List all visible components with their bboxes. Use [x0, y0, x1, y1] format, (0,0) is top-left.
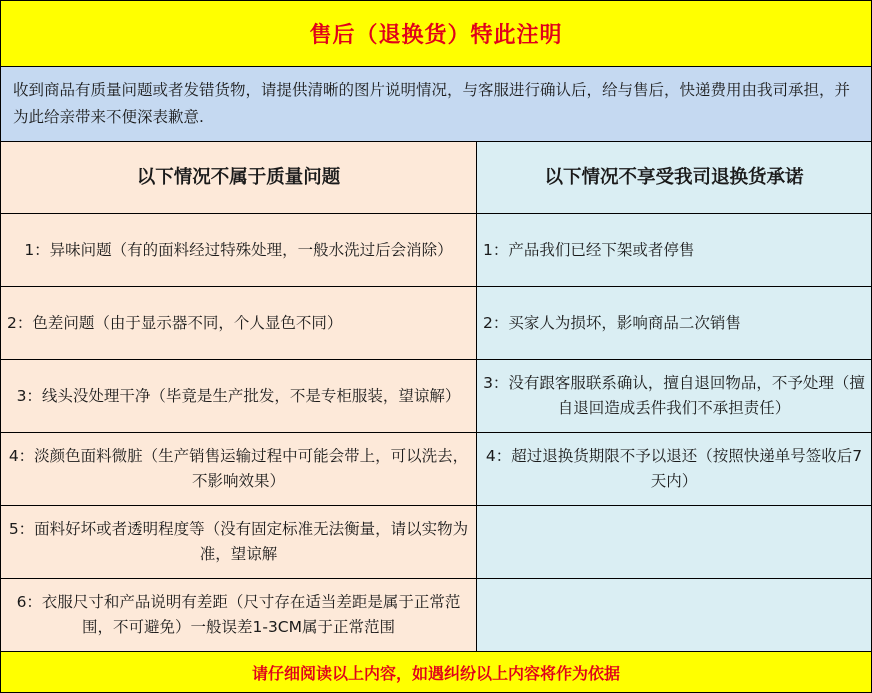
left-item-2	[1, 287, 477, 360]
left-item-1	[1, 214, 477, 287]
left-column-header: 以下情况不属于质量问题	[1, 142, 477, 214]
right-column-header: 以下情况不享受我司退换货承诺	[477, 142, 871, 214]
right-item-1-text: 1：产品我们已经下架或者停售	[483, 240, 695, 259]
right-item-3	[477, 360, 871, 433]
right-item-6	[477, 579, 871, 652]
left-item-4-text: 4：淡颜色面料微脏（生产销售运输过程中可能会带上，可以洗去，不影响效果）	[8, 447, 469, 490]
intro-text: 收到商品有质量问题或者发错货物，请提供清晰的图片说明情况，与客服进行确认后，给与售后，快递费用由我司承担，并为此给亲带来不便深表歉意.	[1, 67, 871, 142]
right-item-3-text: 3：没有跟客服联系确认，擅自退回物品，不予处理（擅自退回造成丢件我们不承担责任）	[483, 374, 865, 417]
left-item-2-text: 2：色差问题（由于显示器不同，个人显色不同）	[7, 313, 343, 332]
right-item-4	[477, 433, 871, 506]
left-item-3	[1, 360, 477, 433]
left-item-4	[1, 433, 477, 506]
left-item-3-text: 3：线头没处理干净（毕竟是生产批发，不是专柜服装，望谅解）	[16, 386, 461, 405]
left-item-5	[1, 506, 477, 579]
right-item-4-text: 4：超过退换货期限不予以退还（按照快递单号签收后7天内）	[485, 447, 863, 490]
left-item-5-text: 5：面料好坏或者透明程度等（没有固定标准无法衡量，请以实物为准，望谅解	[8, 520, 469, 563]
left-item-1-text: 1：异味问题（有的面料经过特殊处理，一般水洗过后会消除）	[24, 240, 453, 259]
right-item-2-text: 2：买家人为损坏，影响商品二次销售	[483, 313, 741, 332]
footer-note: 请仔细阅读以上内容，如遇纠纷以上内容将作为依据	[1, 652, 871, 692]
left-item-6-text: 6：衣服尺寸和产品说明有差距（尺寸存在适当差距是属于正常范围，不可避免）一般误差1-3CM属于正常范围	[16, 593, 461, 636]
left-item-6	[1, 579, 477, 652]
right-item-2	[477, 287, 871, 360]
right-item-5	[477, 506, 871, 579]
notice-title: 售后（退换货）特此注明	[1, 1, 871, 67]
right-item-1	[477, 214, 871, 287]
